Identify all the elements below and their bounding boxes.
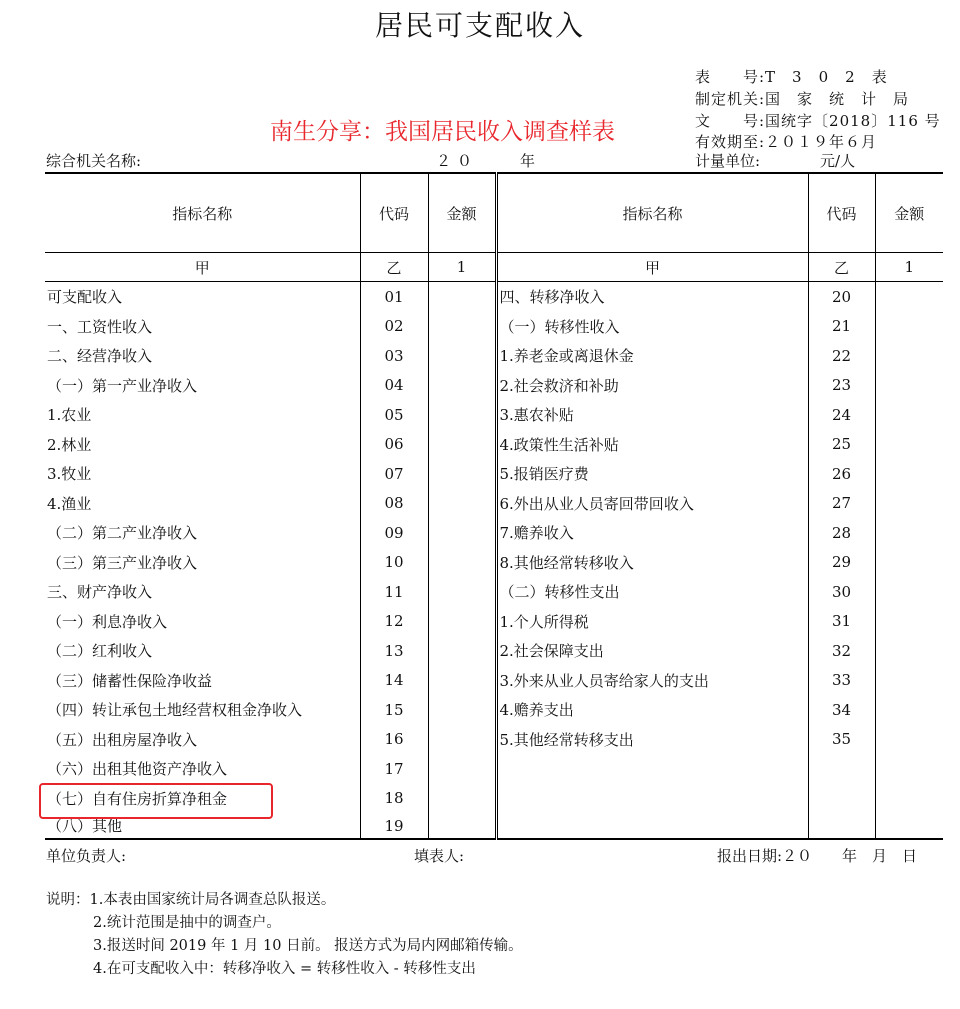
sub-amount: 1 — [428, 253, 496, 282]
document-number: 文 号:国统字〔2018〕116 号 — [695, 112, 941, 130]
unit-head-label: 单位负责人: — [46, 847, 127, 865]
right-item-code: 31 — [808, 607, 875, 637]
left-item-name: （八）其他 — [45, 813, 360, 839]
right-item-amount — [875, 784, 943, 814]
left-item-amount — [428, 489, 496, 519]
left-item-code: 02 — [360, 312, 428, 342]
right-item-name: 8.其他经常转移收入 — [496, 548, 808, 578]
right-item-code: 23 — [808, 371, 875, 401]
filler-label: 填表人: — [414, 847, 465, 865]
sub-code-right: 乙 — [808, 253, 875, 282]
left-item-amount — [428, 400, 496, 430]
right-item-code: 34 — [808, 695, 875, 725]
left-item-name: 3.牧业 — [47, 465, 92, 484]
left-item-name: 三、财产净收入 — [47, 583, 153, 602]
right-item-name: 1.个人所得税 — [496, 607, 808, 637]
left-item-code: 05 — [360, 400, 428, 430]
right-item-code: 35 — [808, 725, 875, 755]
left-item-code: 01 — [360, 282, 428, 312]
left-item-code: 16 — [360, 725, 428, 755]
right-item-amount — [875, 813, 943, 839]
column-subheader-row — [45, 253, 943, 282]
table-row — [45, 548, 943, 578]
right-item-code — [808, 784, 875, 814]
left-item-amount — [428, 548, 496, 578]
left-item-name: （五）出租房屋净收入 — [47, 730, 198, 749]
left-item-code: 06 — [360, 430, 428, 460]
sub-code: 乙 — [360, 253, 428, 282]
left-item-code: 19 — [360, 813, 428, 839]
right-item-name: 3.外来从业人员寄给家人的支出 — [496, 666, 808, 696]
left-item-amount — [428, 725, 496, 755]
table-row — [45, 489, 943, 519]
share-caption: 南生分享：我国居民收入调查样表 — [270, 119, 615, 145]
right-item-code — [808, 813, 875, 839]
left-item-amount — [428, 813, 496, 839]
left-item-code: 08 — [360, 489, 428, 519]
table-row — [45, 400, 943, 430]
right-item-amount — [875, 518, 943, 548]
income-table — [45, 172, 943, 840]
left-item-name: 4.渔业 — [47, 494, 92, 513]
right-item-name: （二）转移性支出 — [496, 577, 808, 607]
highlight-box — [39, 783, 273, 819]
table-row — [45, 312, 943, 342]
right-item-code: 20 — [808, 282, 875, 312]
right-item-amount — [875, 636, 943, 666]
measure-unit: 计量单位: 元/人 — [695, 152, 856, 170]
right-item-name — [496, 813, 808, 839]
right-item-amount — [875, 312, 943, 342]
right-item-name: 2.社会救济和补助 — [496, 371, 808, 401]
right-item-name: 6.外出从业人员寄回带回收入 — [496, 489, 808, 519]
form-number: 表 号:T 3 0 2 表 — [695, 68, 888, 86]
right-item-name: 1.养老金或离退休金 — [496, 341, 808, 371]
right-item-amount — [875, 666, 943, 696]
left-item-name: 可支配收入 — [47, 288, 123, 307]
right-item-code: 33 — [808, 666, 875, 696]
left-item-code: 18 — [360, 784, 428, 814]
right-item-name: 4.政策性生活补贴 — [496, 430, 808, 460]
col-amount-header: 金额 — [428, 173, 496, 253]
right-item-code: 29 — [808, 548, 875, 578]
left-item-code: 09 — [360, 518, 428, 548]
right-item-name: 5.其他经常转移支出 — [496, 725, 808, 755]
table-row — [45, 695, 943, 725]
col-name-header: 指标名称 — [45, 173, 360, 253]
left-item-amount — [428, 282, 496, 312]
column-header-row — [45, 173, 943, 253]
note-3: 3.报送时间 2019 年 1 月 10 日前。 报送方式为局内网邮箱传输。 — [93, 938, 523, 954]
right-item-name — [496, 784, 808, 814]
sub-amount-right: 1 — [875, 253, 943, 282]
left-item-amount — [428, 577, 496, 607]
left-item-name: 二、经营净收入 — [47, 347, 153, 366]
left-item-amount — [428, 607, 496, 637]
left-item-name: （七）自有住房折算净租金 — [47, 789, 228, 808]
page-title: 居民可支配收入 — [374, 9, 585, 42]
left-item-code: 11 — [360, 577, 428, 607]
left-item-code: 10 — [360, 548, 428, 578]
note-2: 2.统计范围是抽中的调查户。 — [93, 915, 281, 931]
left-item-name: 一、工资性收入 — [47, 317, 153, 336]
table-row — [45, 518, 943, 548]
right-item-amount — [875, 754, 943, 784]
table-row — [45, 459, 943, 489]
right-item-code: 21 — [808, 312, 875, 342]
right-item-amount — [875, 371, 943, 401]
left-item-code: 04 — [360, 371, 428, 401]
left-item-name: （一）利息净收入 — [47, 612, 168, 631]
table-row — [45, 636, 943, 666]
right-item-code: 26 — [808, 459, 875, 489]
col-code-header-right: 代码 — [808, 173, 875, 253]
right-item-amount — [875, 430, 943, 460]
right-item-amount — [875, 577, 943, 607]
right-item-amount — [875, 341, 943, 371]
right-item-code: 27 — [808, 489, 875, 519]
left-item-name: （六）出租其他资产净收入 — [47, 760, 228, 779]
table-row — [45, 725, 943, 755]
report-year: ２０ 年 — [436, 152, 542, 170]
sub-name: 甲 — [45, 253, 360, 282]
table-row — [45, 371, 943, 401]
valid-until: 有效期至:２０１９年６月 — [695, 133, 878, 151]
left-item-code: 17 — [360, 754, 428, 784]
left-item-amount — [428, 518, 496, 548]
left-item-name: 1.农业 — [47, 406, 92, 425]
right-item-name: 3.惠农补贴 — [496, 400, 808, 430]
left-item-amount — [428, 754, 496, 784]
left-item-code: 07 — [360, 459, 428, 489]
right-item-code: 24 — [808, 400, 875, 430]
note-1: 说明：1.本表由国家统计局各调查总队报送。 — [46, 892, 336, 908]
org-name-label: 综合机关名称: — [46, 152, 142, 170]
table-row — [45, 430, 943, 460]
left-item-name: （二）红利收入 — [47, 642, 153, 661]
right-item-name: 2.社会保障支出 — [496, 636, 808, 666]
col-amount-header-right: 金额 — [875, 173, 943, 253]
left-item-amount — [428, 695, 496, 725]
col-code-header: 代码 — [360, 173, 428, 253]
right-item-code: 32 — [808, 636, 875, 666]
right-item-amount — [875, 607, 943, 637]
left-item-amount — [428, 430, 496, 460]
sub-name-right: 甲 — [496, 253, 808, 282]
left-item-amount — [428, 784, 496, 814]
table-row — [45, 607, 943, 637]
right-item-amount — [875, 282, 943, 312]
note-4: 4.在可支配收入中：转移净收入 = 转移性收入 - 转移性支出 — [93, 961, 476, 977]
right-item-name — [496, 754, 808, 784]
right-item-name: 7.赡养收入 — [496, 518, 808, 548]
right-item-code: 30 — [808, 577, 875, 607]
left-item-name: （二）第二产业净收入 — [47, 524, 198, 543]
right-item-code: 25 — [808, 430, 875, 460]
left-item-code: 12 — [360, 607, 428, 637]
right-item-code: 22 — [808, 341, 875, 371]
left-item-name: （四）转让承包土地经营权租金净收入 — [47, 701, 303, 720]
right-item-code — [808, 754, 875, 784]
table-row — [45, 341, 943, 371]
left-item-name: 2.林业 — [47, 435, 92, 454]
left-item-code: 14 — [360, 666, 428, 696]
right-item-amount — [875, 695, 943, 725]
right-item-name: 4.赡养支出 — [496, 695, 808, 725]
right-item-amount — [875, 489, 943, 519]
right-item-amount — [875, 725, 943, 755]
left-item-name: （三）第三产业净收入 — [47, 553, 198, 572]
right-item-amount — [875, 548, 943, 578]
table-row — [45, 282, 943, 312]
right-item-code: 28 — [808, 518, 875, 548]
right-item-name: 5.报销医疗费 — [496, 459, 808, 489]
right-item-name: （一）转移性收入 — [496, 312, 808, 342]
left-item-code: 15 — [360, 695, 428, 725]
issuing-agency: 制定机关:国 家 统 计 局 — [695, 90, 910, 108]
left-item-amount — [428, 459, 496, 489]
left-item-amount — [428, 666, 496, 696]
left-item-amount — [428, 636, 496, 666]
left-item-code: 03 — [360, 341, 428, 371]
left-item-name: （三）储蓄性保险净收益 — [47, 671, 213, 690]
right-item-amount — [875, 400, 943, 430]
table-row — [45, 577, 943, 607]
right-item-name: 四、转移净收入 — [496, 282, 808, 312]
left-item-amount — [428, 312, 496, 342]
left-item-amount — [428, 371, 496, 401]
right-item-amount — [875, 459, 943, 489]
table-row — [45, 754, 943, 784]
left-item-amount — [428, 341, 496, 371]
left-item-name: （一）第一产业净收入 — [47, 376, 198, 395]
table-row — [45, 666, 943, 696]
report-date: 报出日期:２０ 年 月 日 — [717, 847, 918, 865]
left-item-code: 13 — [360, 636, 428, 666]
col-name-header-right: 指标名称 — [496, 173, 808, 253]
